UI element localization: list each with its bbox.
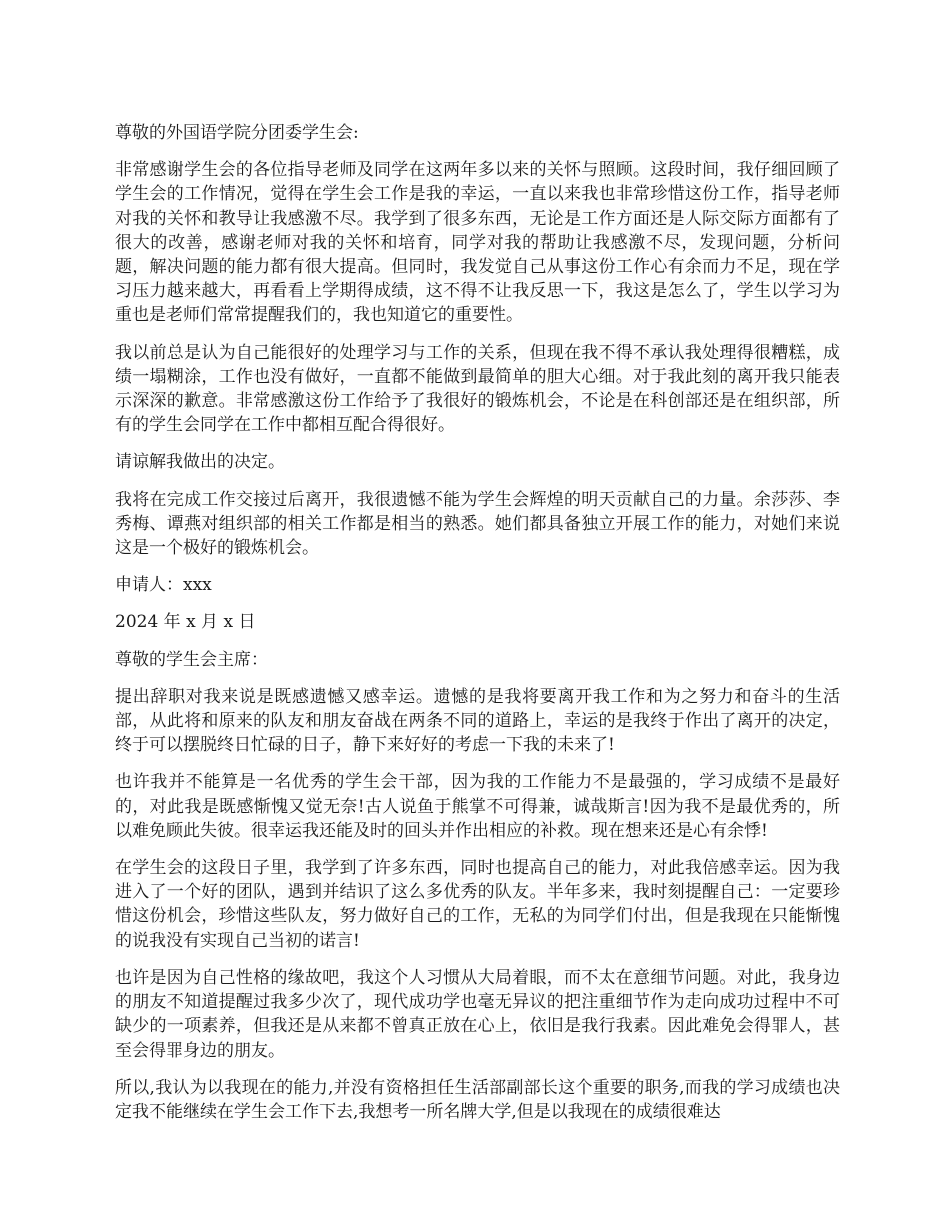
salutation: 尊敬的学生会主席：: [115, 649, 268, 670]
document-page: [115, 121, 840, 1137]
body-paragraph: 我将在完成工作交接过后离开，我很遗憾不能为学生会辉煌的明天贡献自己的力量。余莎莎、李秀梅、谭燕对组织部的相关工作都是相当的熟悉。她们都具备独立开展工作的能力，对她们来说这是一个极好的锻炼机会。: [115, 489, 840, 559]
body-paragraph: 非常感谢学生会的各位指导老师及同学在这两年多以来的关怀与照顾。这段时间，我仔细回顾了学生会的工作情况，觉得在学生会工作是我的幸运，一直以来我也非常珍惜这份工作，指导老师对我的关怀和教导让我感激不尽。我学到了很多东西，无论是工作方面还是人际交际方面都有了很大的改善，感谢老师对我的关怀和培育，同学对我的帮助让我感激不尽，发现问题，分析问题，解决问题的能力都有很大提高。但同时，我发觉自己从事这份工作心有余而力不足，现在学习压力越来越大，再看看上学期得成绩，这不得不让我反思一下，我这是怎么了，学生以学习为重也是老师们常常提醒我们的，我也知道它的重要性。: [115, 160, 840, 326]
body-paragraph: 也许是因为自己性格的缘故吧，我这个人习惯从大局着眼，而不太在意细节问题。对此，我身边的朋友不知道提醒过我多少次了，现代成功学也毫无异议的把注重细节作为走向成功过程中不可缺少的一项素养，但我还是从来都不曾真正放在心上，依旧是我行我素。因此难免会得罪人，甚至会得罪身边的朋友。: [115, 967, 840, 1061]
body-paragraph: 我以前总是认为自己能很好的处理学习与工作的关系，但现在我不得不承认我处理得很糟糕，成绩一塌糊涂，工作也没有做好，一直都不能做到最简单的胆大心细。对于我此刻的离开我只能表示深深的歉意。非常感激这份工作给予了我很好的锻炼机会，不论是在科创部还是在组织部，所有的学生会同学在工作中都相互配合得很好。: [115, 342, 840, 436]
salutation: 尊敬的外国语学院分团委学生会:: [115, 123, 359, 143]
body-paragraph: 也许我并不能算是一名优秀的学生会干部，因为我的工作能力不是最强的，学习成绩不是最好的，对此我是既感惭愧又觉无奈!古人说鱼于熊掌不可得兼，诚哉斯言!因为我不是最优秀的，所以难免顾此失彼。很幸运我还能及时的回头并作出相应的补救。现在想来还是心有余悸!: [115, 772, 840, 841]
body-paragraph: 所以,我认为以我现在的能力,并没有资格担任生活部副部长这个重要的职务,而我的学习成绩也决定我不能继续在学生会工作下去,我想考一所名牌大学,但是以我现在的成绩很难达: [115, 1077, 840, 1122]
body-paragraph: 在学生会的这段日子里，我学到了许多东西，同时也提高自己的能力，对此我倍感幸运。因为我进入了一个好的团队，遇到并结识了这么多优秀的队友。半年多来，我时刻提醒自己：一定要珍惜这份机会，珍惜这些队友，努力做好自己的工作，无私的为同学们付出，但是我现在只能惭愧的说我没有实现自己当初的诺言!: [115, 858, 840, 951]
body-paragraph: 请谅解我做出的决定。: [115, 452, 285, 473]
body-paragraph: 提出辞职对我来说是既感遗憾又感幸运。遗憾的是我将要离开我工作和为之努力和奋斗的生活部，从此将和原来的队友和朋友奋战在两条不同的道路上，幸运的是我终于作出了离开的决定，终于可以摆脱终日忙碌的日子，静下来好好的考虑一下我的未来了!: [115, 686, 840, 756]
applicant-line: 申请人：xxx: [115, 575, 212, 596]
date-line: 2024 年 x 月 x 日: [115, 612, 256, 633]
